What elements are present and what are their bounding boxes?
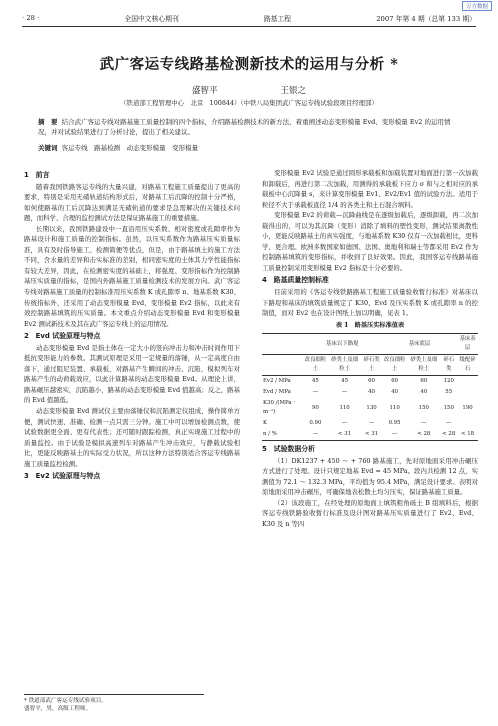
standards-table (262, 333, 478, 441)
table-sub-header: 砂类土及细粒土 (407, 355, 440, 376)
left_col-paragraph: 随着我国铁路客运专线的大量兴建，对路基工程施工质量提出了更高的要求，特别是采用无碴轨道结构形式后，对路基工后沉降的控制十分严格，如何使路基的工后沉降达到满足无碴轨道的要求是急需解决的关键技术问题，而科学、合理的监控测试方法是保证路基施工的重要措施。 (24, 182, 240, 223)
table-cell (457, 376, 478, 388)
table-group-header-row (262, 334, 478, 355)
watermark-stamp: 万方数据 (462, 1, 492, 11)
table-sub-header: 碎石类 (440, 355, 457, 376)
affiliation: （铁道部工程管理中心 北京 100844）（中铁八局集团武广客运专线试验段项目经理部） (120, 99, 378, 107)
table-cell: 150 (443, 404, 454, 411)
table-cell (457, 387, 478, 398)
table-cell: — (341, 389, 348, 396)
table-cell: < 28 (440, 429, 457, 441)
author-1: 盛智平 (191, 86, 218, 96)
right_col-paragraph: 变形模量 Ev2 的荷载—沉降曲线是在逐级加载后，逐级卸载，再二次加载得出的，可以为其沉降（变形）消除了填料的塑性变形，测试结果离散性小，更能反映路基土的真实强度，与地基系数 K30 仅有一次加载相比，更科学、更合理。欧洲多数国家如德国、法国、奥地利和瑞士等都采用 Ev2 作为控制路基填筑的变形指标，并收到了良好效果。因此，我国客运专线路基施工质量控制采用变形模量 Ev2 指标是十分必要的。 (262, 211, 478, 272)
table-corner (262, 334, 303, 355)
paper-title: 武广客运专线路基检测新技术的运用与分析 * (99, 56, 399, 73)
table-row (262, 429, 478, 441)
left-column (24, 168, 240, 483)
table-cell: 60 (391, 378, 399, 385)
right_col2-paragraph: （1）DK1237 + 450 ～ + 760 路基施工，先对原地面采用冲击碾压方式进行了处理。设计只规定地基 Evd = 45 MPa。段内共检测 12 点，实测值为 72.1 ～ 132.3 MPa，平均值为 95.4 MPa，满足设计要求。表明对原地面采用冲击碾压，可确保地表松散土均匀压实，保证路基施工质量。 (262, 456, 478, 497)
table-row-label: K (263, 420, 268, 427)
left_col-heading: 3 Ev2 试验原理与特点 (24, 472, 101, 481)
table-cell: — (368, 420, 375, 427)
table-row (262, 387, 478, 398)
table-sub-header: 改良细粒土 (303, 355, 328, 376)
table-cell: 120 (443, 378, 454, 385)
table-row-label: Evd / MPa (263, 389, 291, 396)
table-cell: 40 (420, 389, 428, 396)
table-sub-header-row (262, 355, 478, 376)
footnote-line-2: 盛智平，男，高级工程师。 (24, 706, 92, 712)
left_col-paragraph: 动态变形模量 Evd 是指土体在一定大小的竖向冲击力和冲击时间作用下抵抗变形能力的参数。其测试原理是采用一定规量的落锤，从一定高度自由落下，通过阻尼装置、承载板，对路基产生瞬间的冲击、沉陷，模拟列车对路基产生的动荷载效应，以此计算路基的动态变形模量 Evd。从理论上讲，路基碾压越密实，沉陷越小，路基的动态变形模量 Evd 值越高；反之，路基的 Evd 值越低。 (24, 343, 240, 405)
table-cell: 110 (339, 404, 350, 411)
group-header-embankment: 基床以下路堤 (303, 334, 382, 355)
right-column-part-2 (262, 444, 478, 529)
footnote-line-1: * 铁道部武广客运专线试验项目。 (24, 698, 107, 704)
table-row-label: n / % (262, 429, 303, 441)
journal-label: 全国中文核心期刊 (124, 14, 179, 23)
issue-label: 2007 年第 4 期（总第 133 期） (376, 14, 476, 23)
table-cell: 130 (366, 404, 377, 411)
keywords-label: 关键词 (38, 144, 58, 152)
table-cell: 55 (445, 389, 453, 396)
table-row (262, 376, 478, 388)
left_col-paragraph: 动态变形模量 Evd 测试仪主要由落锤仪和沉陷测定仪组成，操作简单方便，测试快速、准确、检测一点只需三分钟。施工中可以增加检测点数，使试验数据更全面、更有代表性；还可随时跟踪检测，真正实现施工过程中的质量监控。由于试验是模拟高速列车对路基产生冲击效应，与静载试验相比，更能反映路基土的实际受力状况，所以这种方法特别适合客运专线路基施工质量监控检测。 (24, 407, 240, 468)
table-cell: — (303, 429, 328, 441)
table-cell: 0.90 (309, 420, 322, 427)
keywords (38, 143, 460, 152)
table-cell: < 28 (407, 429, 440, 441)
table-cell: 110 (389, 404, 400, 411)
table-cell (457, 418, 478, 429)
table-cell: 45 (341, 378, 349, 385)
abstract-label: 摘 要 (38, 118, 58, 126)
group-header-subgrade-bottom: 基床底层 (382, 334, 457, 355)
table-cell: < 31 (328, 429, 361, 441)
table-row (262, 398, 478, 418)
right_col-paragraph: 变形模量 Ev2 试验是通过圆形承载板和加载装置对地面进行第一次加载和卸载后，再进行第二次加载，用测得的承载板下应力 σ 和与之相对应的承载板中心沉降量 s，来计算变形模量 Ev1、Ev2/Ev1 值的试验方法。适用于粒径不大于承载板直径 1/4 的各类土和土石混合填料。 (262, 169, 478, 209)
table-cell: 0.95 (388, 420, 401, 427)
author-2: 王银之 (280, 86, 307, 96)
right_col-paragraph: 目前采用的《客运专线铁路路基工程施工质量验收暂行标准》对基床以下路堤和基床的填筑质量规定了 K30、Evd 及压实系数 K 或孔隙率 n 的控制值，而对 Ev2 也在设计图纸上加以明确，见表 1。 (262, 288, 478, 318)
table-cell: 90 (311, 404, 319, 411)
left_col-heading: 2 Evd 试验原理与特点 (24, 332, 101, 341)
left_col-paragraph: 长期以来，我国铁路建设中一直沿用压实系数、相对密度或孔隙率作为路基设计和施工质量的控制指标。虽然，以压实系数作为路基压实质量标准，具有及时指导施工、检测简便等优点，但是，由于路基填土的施工方法不同，含水量的差异和击实标准的差别，相同密实度的土体其力学性能指标有较大差异，因此，在检测密实度的基础上，将强度、变形指标作为控制路基压实质量的指标，是国内外路基施工质量检测技术的发展方向。武广客运专线对路基施工质量的控制标准用压实系数 K 或孔隙率 n、地基系数 K30、传统指标外，还采用了动态变形模量 Evd、变形模量 Ev2 指标，以此来有效控制路基填筑的压实质量。本文重点介绍动态变形模量 Evd 和变形模量 Ev2 测试新技术及其在武广客运专线上的运用情况。 (24, 224, 240, 328)
right_col-heading: 4 路基质量控制标准 (262, 276, 329, 285)
table-sub-header: 砂类土及细粒土 (328, 355, 361, 376)
table-row-label: Ev2 / MPa (263, 378, 291, 385)
table-row-label: K30 /(MPa · m⁻¹) (263, 400, 296, 416)
table-title: 表 1 路基压实标准值表 (335, 321, 405, 329)
table-cell: < 31 (361, 429, 382, 441)
keywords-text: 客运专线 路基检测 动态变形模量 变形模量 (61, 144, 199, 152)
table-cell: 40 (391, 389, 399, 396)
page-number: · 28 · (22, 13, 40, 22)
left_col-heading: 1 前言 (24, 171, 50, 179)
table-corner-2 (262, 355, 303, 376)
table-cell: — (421, 420, 427, 427)
right_col2-paragraph: （2）该段施工，在经处理的原地面上填筑粗角砾土 B 组填料后，根据客运专线铁路验收暂行标准及设计图对路基压实质量进行了 Ev2、Evd、K30 及 n 等四 (262, 498, 478, 529)
table-cell: — (341, 420, 348, 427)
table-row (262, 418, 478, 429)
table-cell: 190 (462, 404, 473, 411)
right_col2-heading: 5 试验数据分析 (262, 445, 316, 454)
table-sub-header: 级配碎石 (457, 355, 478, 376)
right-column (262, 168, 478, 530)
table-cell: — (382, 429, 407, 441)
right-column-part-1 (262, 168, 478, 319)
table-cell: 60 (420, 378, 428, 385)
running-header (22, 11, 476, 27)
table-cell: — (312, 389, 319, 396)
section-label: 路基工程 (263, 14, 292, 23)
table-cell: < 18 (457, 429, 478, 441)
abstract-text: 结合武广客运专线对路基施工质量控制的四个指标，介绍路基检测技术的新方法，着重阐述动态变形模量 Evd、变形模量 Ev2 的运用情况，并对试验结果进行了分析讨论，提出了相关建议。 (38, 118, 451, 136)
table-cell: 60 (368, 378, 375, 385)
table-cell: 40 (368, 389, 375, 396)
author-line (0, 84, 498, 96)
table-cell: 150 (418, 404, 429, 411)
abstract (38, 117, 460, 137)
table-sub-header: 改良细粒土 (382, 355, 407, 376)
table-body (262, 376, 478, 441)
footnote (24, 694, 204, 713)
group-header-subgrade-surface: 基床表层 (457, 334, 478, 355)
table-sub-header: 碎石类土 (361, 355, 382, 376)
table-cell: — (446, 420, 452, 427)
table-cell: 45 (311, 378, 319, 385)
